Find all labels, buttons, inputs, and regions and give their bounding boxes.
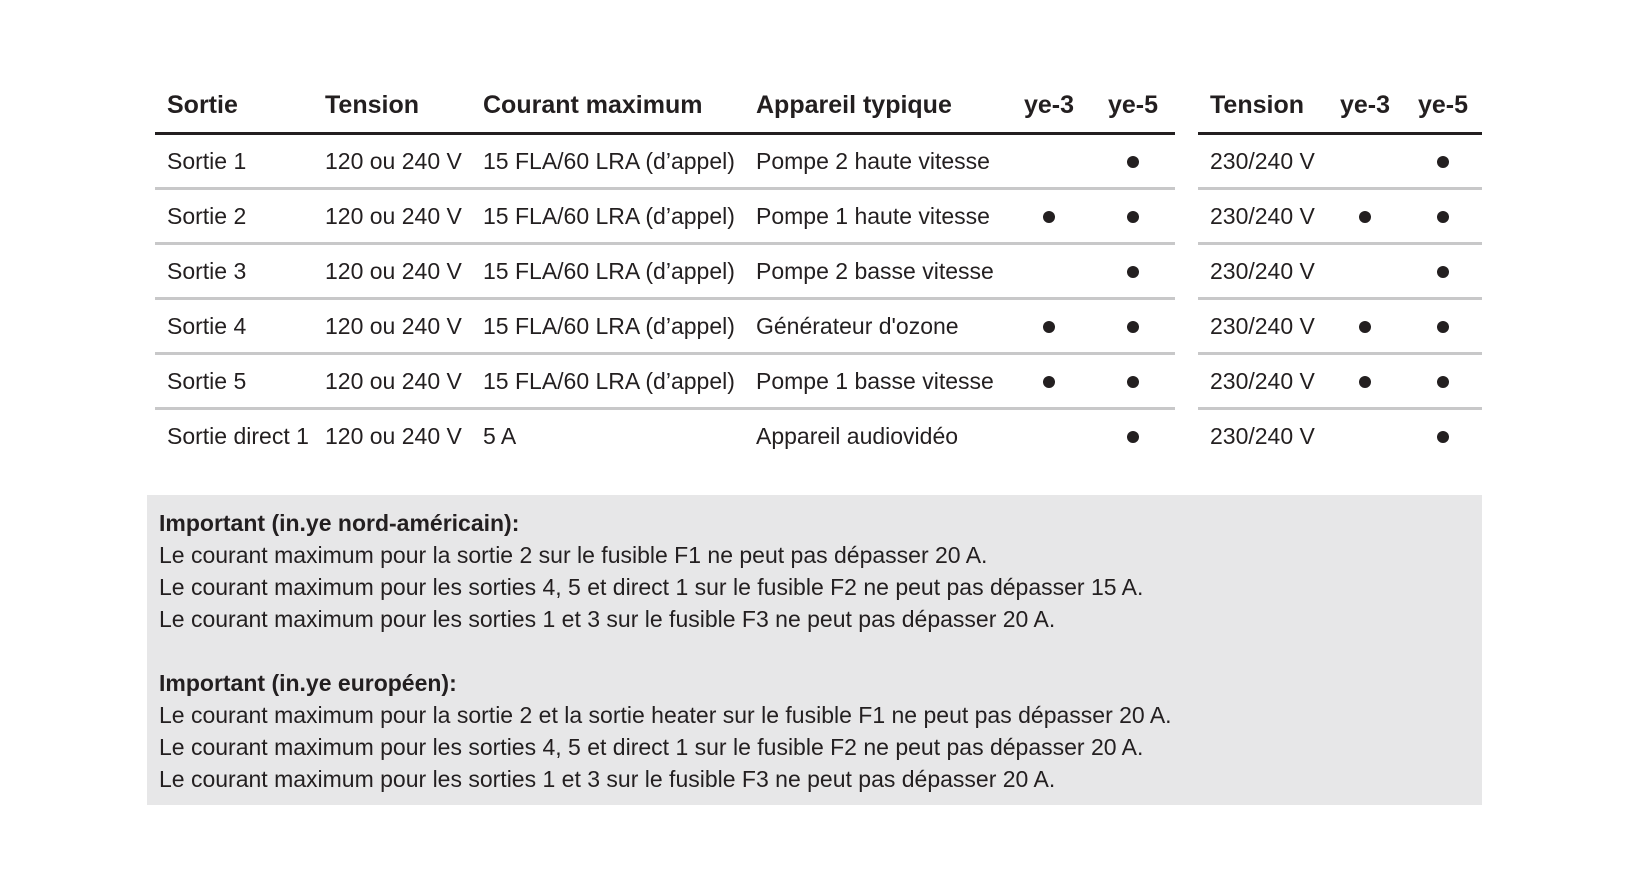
cell-appareil: Pompe 2 basse vitesse [744,244,1007,299]
table-row [1198,134,1482,189]
note-line: Le courant maximum pour les sorties 1 et 3 sur le fusible F3 ne peut pas dépasser 20 A. [159,766,1056,792]
cell-ye3 [1007,189,1091,244]
col-header-courant: Courant maximum [471,78,744,134]
cell-appareil: Pompe 1 basse vitesse [744,354,1007,409]
availability-dot-icon [1437,431,1449,443]
cell-courant: 15 FLA/60 LRA (d’appel) [471,189,744,244]
cell-ye3 [1007,299,1091,354]
col-header-ye5: ye-5 [1091,78,1175,134]
table-header-row [1198,78,1482,134]
cell-sortie: Sortie 3 [155,244,313,299]
cell-ye3 [1007,409,1091,463]
cell-ye3 [1326,189,1404,244]
cell-ye5 [1404,299,1482,354]
availability-dot-icon [1437,321,1449,333]
cell-sortie: Sortie 4 [155,299,313,354]
cell-sortie: Sortie 5 [155,354,313,409]
col-header-tension: Tension [313,78,471,134]
col-header-ye5: ye-5 [1404,78,1482,134]
cell-ye5 [1091,409,1175,463]
availability-dot-icon [1043,376,1055,388]
table-row [1198,409,1482,463]
table-row [155,354,1175,409]
cell-ye5 [1091,189,1175,244]
european-voltage-table [1198,78,1482,462]
availability-dot-icon [1127,266,1139,278]
availability-dot-icon [1359,321,1371,333]
cell-tension: 230/240 V [1198,299,1326,354]
availability-dot-icon [1359,376,1371,388]
availability-dot-icon [1127,211,1139,223]
cell-appareil: Générateur d'ozone [744,299,1007,354]
table-row [155,189,1175,244]
cell-courant: 15 FLA/60 LRA (d’appel) [471,244,744,299]
cell-ye3 [1326,299,1404,354]
cell-ye3 [1326,409,1404,463]
col-header-tension: Tension [1198,78,1326,134]
cell-ye5 [1091,134,1175,189]
availability-dot-icon [1437,376,1449,388]
cell-ye5 [1404,244,1482,299]
availability-dot-icon [1043,321,1055,333]
cell-ye5 [1404,354,1482,409]
cell-tension: 120 ou 240 V [325,422,462,449]
table-row [155,134,1175,189]
outputs-table [155,78,1175,462]
cell-tension: 230/240 V [1198,189,1326,244]
table-row [1198,189,1482,244]
availability-dot-icon [1127,376,1139,388]
important-notes-box [147,495,1482,805]
table-row [155,409,1175,463]
cell-appareil: Appareil audiovidéo [756,422,959,449]
availability-dot-icon [1437,156,1449,168]
cell-ye3 [1326,354,1404,409]
cell-ye5 [1404,189,1482,244]
cell-ye3 [1326,244,1404,299]
availability-dot-icon [1127,321,1139,333]
cell-sortie: Sortie 2 [155,189,313,244]
cell-courant: 15 FLA/60 LRA (d’appel) [471,299,744,354]
availability-dot-icon [1127,156,1139,168]
table-row [155,299,1175,354]
cell-tension: 120 ou 240 V [313,189,471,244]
cell-ye5 [1091,354,1175,409]
table-row [1198,299,1482,354]
availability-dot-icon [1043,211,1055,223]
cell-appareil: Pompe 2 haute vitesse [744,134,1007,189]
table-row [1198,354,1482,409]
cell-ye5 [1404,134,1482,189]
availability-dot-icon [1437,266,1449,278]
note-spacer [159,635,1470,667]
availability-dot-icon [1437,211,1449,223]
note-line: Le courant maximum pour la sortie 2 sur le fusible F1 ne peut pas dépasser 20 A. [159,542,988,568]
col-header-ye3: ye-3 [1326,78,1404,134]
cell-appareil: Pompe 1 haute vitesse [744,189,1007,244]
cell-courant: 15 FLA/60 LRA (d’appel) [471,134,744,189]
cell-ye3 [1007,354,1091,409]
table-row [1198,244,1482,299]
cell-ye5 [1091,244,1175,299]
cell-tension: 230/240 V [1198,134,1326,189]
note-title-north-american: Important (in.ye nord-américain): [159,510,520,536]
cell-tension: 230/240 V [1210,422,1315,449]
note-line: Le courant maximum pour la sortie 2 et la sortie heater sur le fusible F1 ne peut pas dépasser 20 A. [159,702,1172,728]
cell-courant: 15 FLA/60 LRA (d’appel) [471,354,744,409]
cell-ye5 [1091,299,1175,354]
cell-ye3 [1326,134,1404,189]
cell-ye5 [1404,409,1482,463]
note-line: Le courant maximum pour les sorties 1 et 3 sur le fusible F3 ne peut pas dépasser 20 A. [159,606,1056,632]
cell-sortie: Sortie direct 1 [167,422,309,449]
table-row [155,244,1175,299]
col-header-sortie: Sortie [155,78,313,134]
cell-ye3 [1007,244,1091,299]
availability-dot-icon [1359,211,1371,223]
col-header-appareil: Appareil typique [744,78,1007,134]
cell-ye3 [1007,134,1091,189]
note-line: Le courant maximum pour les sorties 4, 5 et direct 1 sur le fusible F2 ne peut pas dépasser 20 A. [159,734,1144,760]
note-line: Le courant maximum pour les sorties 4, 5 et direct 1 sur le fusible F2 ne peut pas dépasser 15 A. [159,574,1144,600]
cell-courant: 5 A [483,422,517,449]
cell-sortie: Sortie 1 [155,134,313,189]
cell-tension: 230/240 V [1198,244,1326,299]
table-header-row [155,78,1175,134]
cell-tension: 230/240 V [1198,354,1326,409]
cell-tension: 120 ou 240 V [313,299,471,354]
cell-tension: 120 ou 240 V [313,354,471,409]
availability-dot-icon [1127,431,1139,443]
col-header-ye3: ye-3 [1007,78,1091,134]
note-title-european: Important (in.ye européen): [159,670,457,696]
cell-tension: 120 ou 240 V [313,244,471,299]
cell-tension: 120 ou 240 V [313,134,471,189]
